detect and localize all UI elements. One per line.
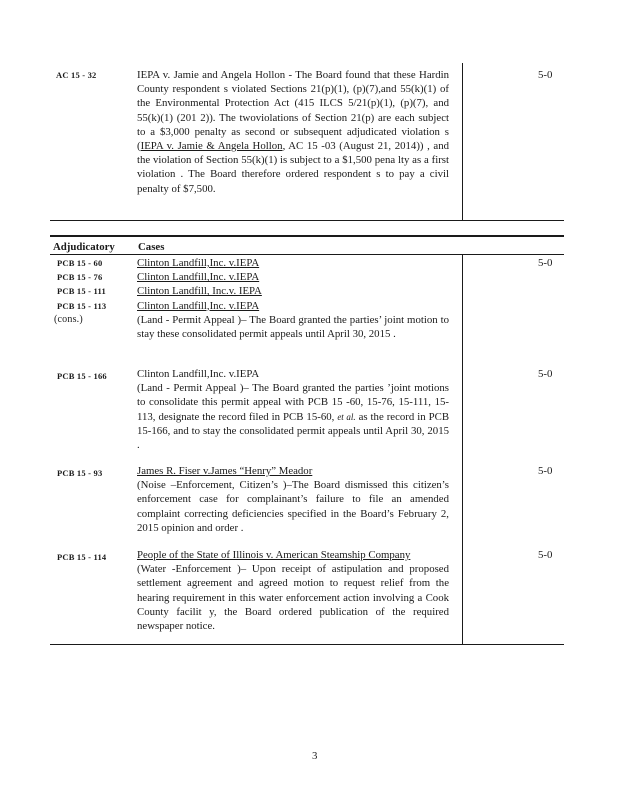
summary-text <box>137 381 449 452</box>
case-caption: People of the State of Illinois v. American Steamship Company <box>137 549 411 561</box>
case-id: PCB 15 - 166 <box>57 371 107 381</box>
summary-text: (Noise –Enforcement, Citizen’s )–The Board dismissed this citizen’s enforcement case for complainant’s failure to file an amended complaint correcting deficiencies specified in the Board’s February 2, 2015 opinion and order . <box>137 479 449 534</box>
case-id-list <box>54 256 107 327</box>
cited-case-caption: IEPA v. Jamie & Angela Hollon <box>140 140 283 153</box>
summary-text: IEPA v. Jamie and Angela Hollon - The Board found that these Hardin County respondent s violated Sections 21(p)(1), (p)(7),and 55(k)(1) of the Environmental Protection Act (415 ILCS 5/21(p)(1), (p)(7), and 55(k)(1) (201 2)). The twoviolations of Section 21(p) are each subject to a $3,000 penalty as second or subsequent adjudicated violation s ( <box>137 69 449 153</box>
case-id: PCB 15 - 60 <box>57 258 103 268</box>
section-divider-bottom <box>50 644 564 645</box>
case-caption: Clinton Landfill,Inc. v.IEPA <box>137 299 260 312</box>
case-id: AC 15 - 32 <box>56 70 97 80</box>
case-summary <box>137 548 449 633</box>
case-id: PCB 15 - 111 <box>57 286 106 297</box>
summary-italic: et al. <box>337 411 356 422</box>
case-summary <box>137 464 449 535</box>
case-id: PCB 15 - 113 <box>57 300 107 311</box>
vote-tally: 5-0 <box>538 368 553 380</box>
vote-tally: 5-0 <box>538 465 553 477</box>
summary-text-part: (Land - Permit Appeal )– The Board granted the parties ’joint motions to consolidate this permit appeal with PCB 15 -60, 15-76, 15-111, 15-113, designate the record filed in PCB 15-60, <box>137 382 449 423</box>
summary-text-continued: , AC 15 -03 (August 21, 2014)) , and the violation of Section 55(k)(1) is subject to a $1,500 pena lty as a first violation . The Board therefore ordered respondent s to pay a civil penalty of $7,500. <box>137 140 449 195</box>
section-heading-rule <box>50 254 564 255</box>
case-caption: Clinton Landfill,Inc. v.IEPA <box>137 257 260 269</box>
section-divider-top <box>50 220 564 221</box>
page-number: 3 <box>312 750 318 762</box>
summary-text: (Water -Enforcement )– Upon receipt of astipulation and proposed settlement agreement and agreed motion to request relief from the hearing requirement in this water enforcement action involving a Cook County facilit y, the Board ordered publication of the required newspaper notice. <box>137 563 449 633</box>
column-divider-top <box>462 63 463 220</box>
case-summary <box>137 256 449 341</box>
case-caption: Clinton Landfill,Inc. v.IEPA <box>137 271 260 284</box>
vote-tally: 5-0 <box>538 257 553 269</box>
case-summary <box>137 367 449 452</box>
case-caption: James R. Fiser v.James “Henry” Meador <box>137 465 313 477</box>
consolidated-note: (cons.) <box>54 313 83 325</box>
section-divider-adj-top <box>50 235 564 237</box>
vote-tally: 5-0 <box>538 549 553 561</box>
case-caption: Clinton Landfill,Inc. v.IEPA <box>137 368 260 380</box>
section-heading: Adjudicatory <box>53 241 115 253</box>
case-id: PCB 15 - 93 <box>57 468 103 478</box>
case-summary <box>137 68 449 196</box>
section-subheading: Cases <box>138 241 165 253</box>
summary-text: (Land - Permit Appeal )– The Board granted the parties’ joint motion to stay these consolidated permit appeals until April 30, 2015 . <box>137 313 449 341</box>
case-caption: Clinton Landfill, Inc.v. IEPA <box>137 285 262 298</box>
column-divider-adj <box>462 254 463 644</box>
case-id: PCB 15 - 114 <box>57 552 107 562</box>
case-id: PCB 15 - 76 <box>57 272 103 283</box>
vote-tally: 5-0 <box>538 69 553 81</box>
summary-text-part: as the record in PCB 15-166, and to stay the consolidated permit appeals until April 30, 2015 . <box>137 410 450 452</box>
